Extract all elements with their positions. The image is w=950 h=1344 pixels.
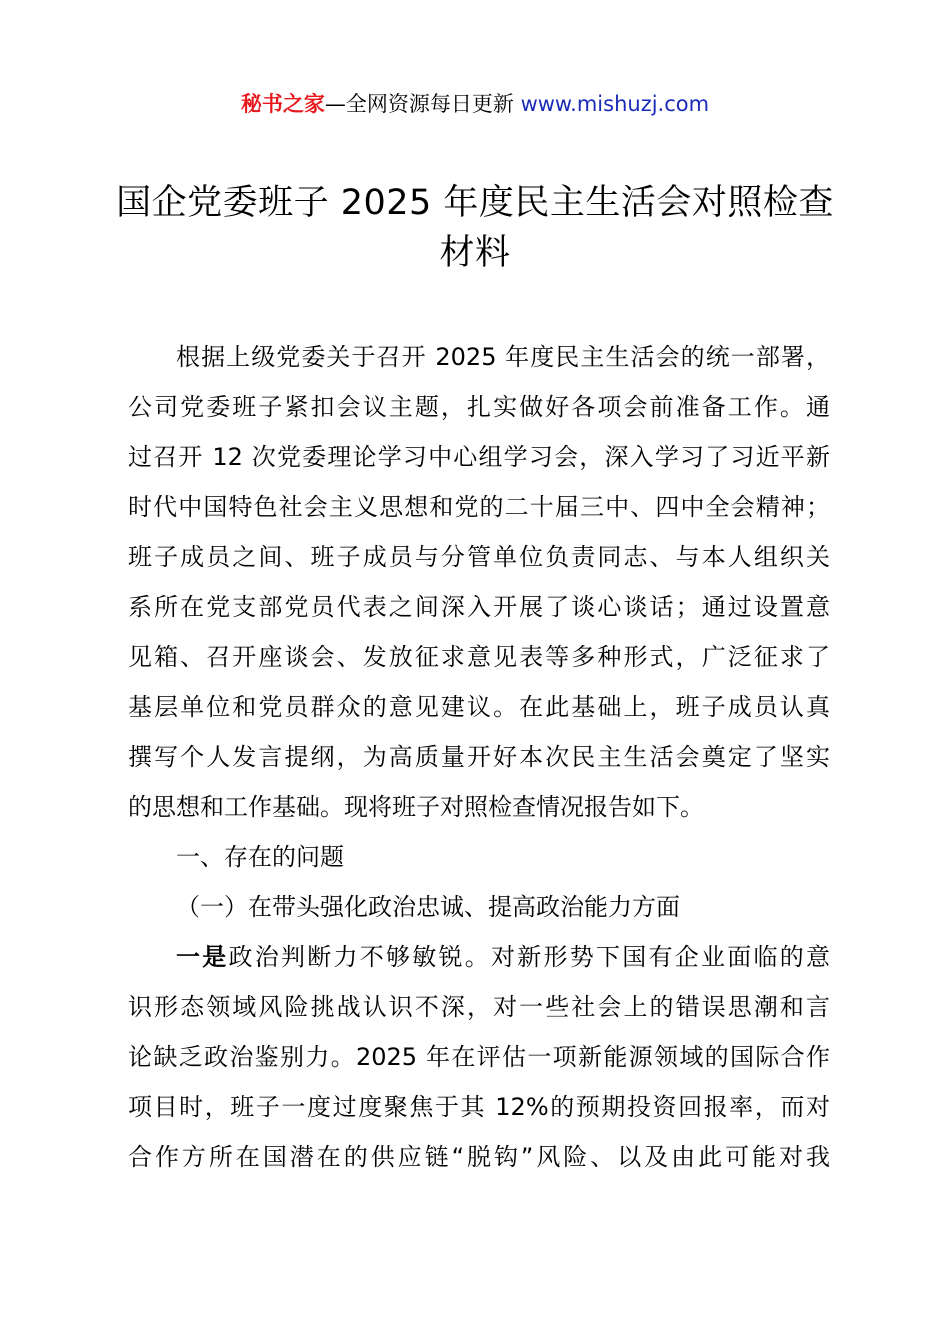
point-text: 政治判断力不够敏锐。对新形势下国有企业面临的意	[228, 943, 830, 971]
intro-line: 公司党委班子紧扣会议主题，扎实做好各项会前准备工作。通	[128, 393, 830, 421]
site-banner	[0, 88, 950, 120]
point-line: 合作方所在国潜在的供应链“脱钩”风险、以及由此可能对我	[128, 1143, 830, 1171]
intro-line: 系所在党支部党员代表之间深入开展了谈心谈话；通过设置意	[128, 593, 830, 621]
intro-line: 撰写个人发言提纲，为高质量开好本次民主生活会奠定了坚实	[128, 743, 830, 771]
banner-brand: 秘书之家	[240, 92, 325, 116]
intro-line: 根据上级党委关于召开 2025 年度民主生活会的统一部署，	[176, 343, 830, 371]
document-title	[110, 178, 840, 278]
banner-url-link[interactable]: www.mishuzj.com	[520, 92, 710, 116]
subsection-heading: （一）在带头强化政治忠诚、提高政治能力方面	[176, 893, 680, 921]
banner-tagline: —全网资源每日更新	[324, 92, 521, 116]
point-line	[128, 932, 830, 982]
section-heading: 一、存在的问题	[176, 843, 344, 871]
point-label: 一是	[176, 943, 229, 971]
title-line-1: 国企党委班子 2025 年度民主生活会对照检查	[116, 183, 834, 223]
intro-line: 班子成员之间、班子成员与分管单位负责同志、与本人组织关	[128, 543, 830, 571]
point-line: 论缺乏政治鉴别力。2025 年在评估一项新能源领域的国际合作	[128, 1043, 830, 1071]
intro-line: 的思想和工作基础。现将班子对照检查情况报告如下。	[128, 793, 704, 821]
intro-line: 基层单位和党员群众的意见建议。在此基础上，班子成员认真	[128, 693, 830, 721]
intro-line: 时代中国特色社会主义思想和党的二十届三中、四中全会精神；	[128, 493, 830, 521]
document-body	[128, 332, 830, 1182]
intro-line: 过召开 12 次党委理论学习中心组学习会，深入学习了习近平新	[128, 443, 830, 471]
point-line: 识形态领域风险挑战认识不深，对一些社会上的错误思潮和言	[128, 993, 830, 1021]
point-line: 项目时，班子一度过度聚焦于其 12%的预期投资回报率，而对	[128, 1093, 830, 1121]
intro-line: 见箱、召开座谈会、发放征求意见表等多种形式，广泛征求了	[128, 643, 830, 671]
title-line-2: 材料	[439, 233, 511, 273]
